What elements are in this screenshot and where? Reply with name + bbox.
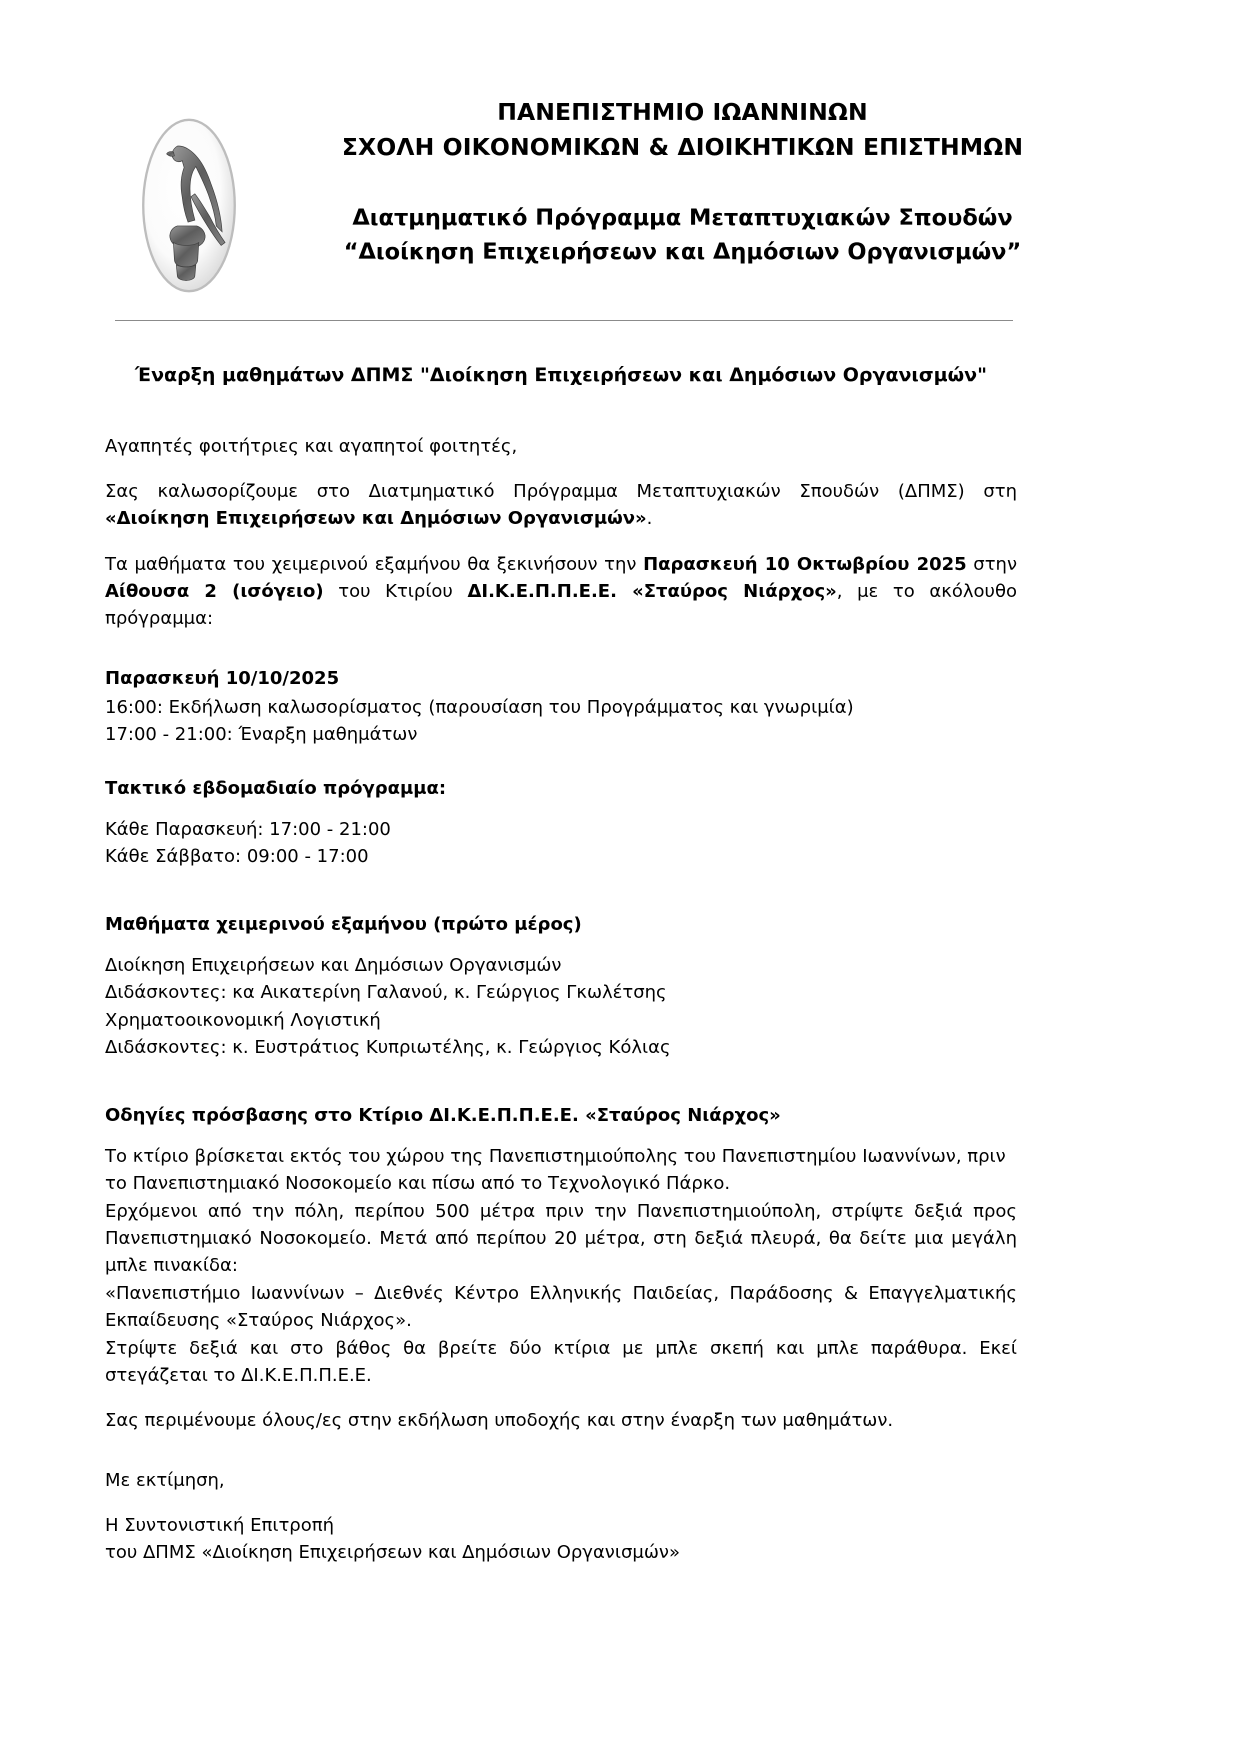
weekly-schedule-lines [105,816,1017,871]
weekly-schedule-heading: Τακτικό εβδομαδιαίο πρόγραμμα: [105,777,447,799]
welcome-paragraph [105,478,1017,533]
welcome-program-name: «Διοίκηση Επιχειρήσεων και Δημόσιων Οργανισμών» [105,508,647,530]
access-paragraph-1: Το κτίριο βρίσκεται εκτός του χώρου της Πανεπιστημιούπολης του Πανεπιστημίου Ιωαννίνων, πριν το Πανεπιστημιακό Νοσοκομείο και πίσω από το Τεχνολογικό Πάρκο. [105,1146,1006,1195]
start-info-paragraph [105,551,1017,633]
signature-block [105,1512,1017,1567]
program-name: “Διοίκηση Επιχειρήσεων και Δημόσιων Οργανισμών” [343,238,1022,265]
document-body [105,362,1017,1585]
start-room: Αίθουσα 2 (ισόγειο) [105,581,324,603]
weekly-schedule-line: Κάθε Σάββατο: 09:00 - 17:00 [105,846,369,868]
signature-line: Η Συντονιστική Επιτροπή [105,1514,334,1536]
start-text-4: , με το ακόλουθο πρόγραμμα: [105,581,1017,630]
courses-heading: Μαθήματα χειμερινού εξαμήνου (πρώτο μέρος) [105,913,582,935]
course-title: Χρηματοοικονομική Λογιστική [105,1009,381,1031]
regards-line: Με εκτίμηση, [105,1469,225,1491]
page-title: Έναρξη μαθημάτων ΔΠΜΣ "Διοίκηση Επιχειρήσεων και Δημόσιων Οργανισμών" [135,364,987,386]
courses-lines [105,952,1017,1062]
university-of-ioannina-emblem-icon [130,113,248,298]
school-name: ΣΧΟΛΗ ΟΙΚΟΝΟΜΙΚΩΝ & ΔΙΟΙΚΗΤΙΚΩΝ ΕΠΙΣΤΗΜΩΝ [341,132,1024,161]
start-text-3: του Κτιρίου [323,581,468,603]
university-name: ΠΑΝΕΠΙΣΤΗΜΙΟ ΙΩΑΝΝΙΝΩΝ [497,98,868,126]
day-schedule-line: 17:00 - 21:00: Έναρξη μαθημάτων [105,724,418,746]
program-type: Διατμηματικό Πρόγραμμα Μεταπτυχιακών Σπουδών [352,204,1013,231]
document-header [0,0,1241,298]
day-schedule-lines [105,694,1017,749]
access-paragraph-4: Στρίψτε δεξιά και στο βάθος θα βρείτε δύο κτίρια με μπλε σκεπή και μπλε παράθυρα. Εκεί στεγάζεται το ΔΙ.Κ.Ε.Π.Π.Ε.Ε. [105,1337,1017,1386]
weekly-schedule-line: Κάθε Παρασκευή: 17:00 - 21:00 [105,818,391,840]
university-logo [130,95,250,298]
course-instructors: Διδάσκοντες: κα Αικατερίνη Γαλανού, κ. Γεώργιος Γκωλέτσης [105,982,667,1004]
start-text-2: στην [966,553,1018,575]
welcome-text-1: Σας καλωσορίζουμε στο Διατμηματικό Πρόγραμμα Μεταπτυχιακών Σπουδών (ΔΠΜΣ) στη [105,480,1017,502]
course-title: Διοίκηση Επιχειρήσεων και Δημόσιων Οργανισμών [105,954,562,976]
spacer [105,1453,1017,1467]
day-schedule-line: 16:00: Εκδήλωση καλωσορίσματος (παρουσίαση του Προγράμματος και γνωριμία) [105,696,854,718]
signature-line: του ΔΠΜΣ «Διοίκηση Επιχειρήσεων και Δημόσιων Οργανισμών» [105,1542,680,1564]
access-paragraph-2: Ερχόμενοι από την πόλη, περίπου 500 μέτρα πριν την Πανεπιστημιούπολη, στρίψτε δεξιά προς Πανεπιστημιακό Νοσοκομείο. Μετά από περίπου 20 μέτρα, στη δεξιά πλευρά, θα δείτε μια μεγάλη μπλε πινακίδα: [105,1200,1017,1277]
course-instructors: Διδάσκοντες: κ. Ευστράτιος Κυπριωτέλης, κ. Γεώργιος Κόλιας [105,1037,671,1059]
greeting-paragraph: Αγαπητές φοιτήτριες και αγαπητοί φοιτητές, [105,435,518,457]
start-date: Παρασκευή 10 Οκτωβρίου 2025 [643,553,967,575]
start-building: ΔΙ.Κ.Ε.Π.Π.Ε.Ε. «Σταύρος Νιάρχος» [467,581,837,603]
invitation-paragraph: Σας περιμένουμε όλους/ες στην εκδήλωση υποδοχής και στην έναρξη των μαθημάτων. [105,1410,894,1432]
access-paragraph-3: «Πανεπιστήμιο Ιωαννίνων – Διεθνές Κέντρο Ελληνικής Παιδείας, Παράδοσης & Επαγγελματικής Εκπαίδευσης «Σταύρος Νιάρχος». [105,1282,1017,1332]
welcome-text-2: . [646,508,653,530]
start-text-1: Τα μαθήματα του χειμερινού εξαμήνου θα ξεκινήσουν την [105,553,644,575]
header-divider [115,320,1013,321]
day-schedule-heading: Παρασκευή 10/10/2025 [105,667,340,689]
spacer [105,651,1017,665]
access-heading: Οδηγίες πρόσβασης στο Κτίριο ΔΙ.Κ.Ε.Π.Π.Ε.Ε. «Σταύρος Νιάρχος» [105,1105,781,1126]
